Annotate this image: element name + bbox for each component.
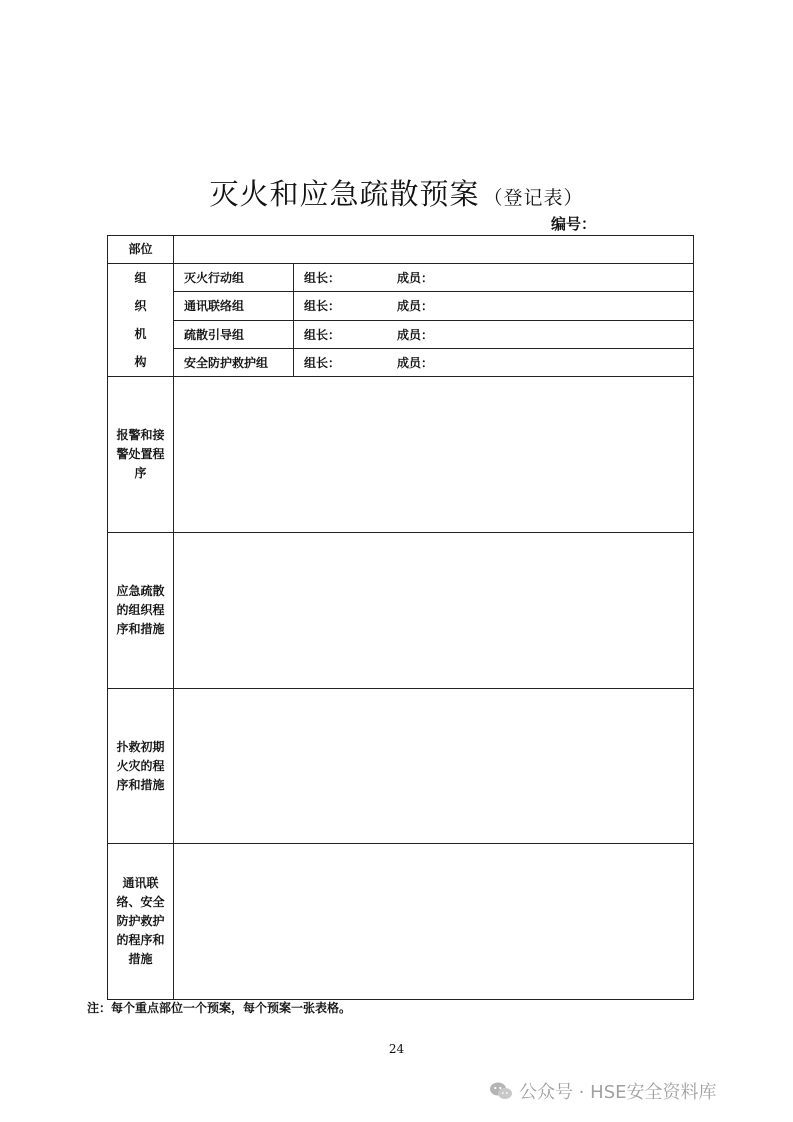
form-title (0, 172, 793, 213)
section-label: 通讯联络、安全防护救护的程序和措施 (108, 844, 174, 1000)
page-number: 24 (388, 1042, 405, 1056)
leader-label: 组长： (304, 299, 341, 314)
org-label-char: 机 (134, 327, 147, 341)
leader-label: 组长： (304, 355, 341, 370)
section-content[interactable] (174, 533, 694, 689)
group-row (108, 264, 694, 292)
form-title-main: 灭火和应急疏散预案 (209, 177, 480, 211)
group-roles[interactable] (294, 292, 694, 320)
org-label-char: 构 (134, 355, 147, 369)
watermark (489, 1078, 717, 1106)
group-roles[interactable] (294, 264, 694, 292)
footnote: 注：每个重点部位一个预案，每个预案一张表格。 (87, 1001, 352, 1015)
dept-label: 部位 (108, 236, 174, 264)
wechat-icon (489, 1081, 513, 1106)
watermark-text: 公众号 · HSE安全资料库 (519, 1082, 717, 1103)
section-row (108, 844, 694, 1000)
group-roles[interactable] (294, 320, 694, 348)
section-label: 扑救初期火灾的程序和措施 (108, 689, 174, 844)
org-label (108, 264, 174, 377)
dept-row (108, 236, 694, 264)
members-label: 成员： (397, 327, 434, 342)
group-row (108, 348, 694, 376)
org-label-char: 组 (134, 271, 147, 285)
doc-number-label: 编号： (551, 215, 597, 233)
section-row (108, 533, 694, 689)
group-name: 疏散引导组 (174, 320, 294, 348)
leader-label: 组长： (304, 271, 341, 286)
group-name: 灭火行动组 (174, 264, 294, 292)
members-label: 成员： (397, 299, 434, 314)
section-content[interactable] (174, 689, 694, 844)
group-name: 安全防护救护组 (174, 348, 294, 376)
form-title-suffix: （登记表） (483, 187, 584, 209)
section-label: 应急疏散的组织程序和措施 (108, 533, 174, 689)
dept-value[interactable] (174, 236, 694, 264)
leader-label: 组长： (304, 327, 341, 342)
members-label: 成员： (397, 271, 434, 286)
group-row (108, 292, 694, 320)
group-name: 通讯联络组 (174, 292, 294, 320)
section-row (108, 689, 694, 844)
registration-table (107, 235, 694, 1000)
org-label-char: 织 (134, 299, 147, 313)
group-roles[interactable] (294, 348, 694, 376)
group-row (108, 320, 694, 348)
members-label: 成员： (397, 355, 434, 370)
section-row (108, 377, 694, 533)
section-content[interactable] (174, 844, 694, 1000)
section-label: 报警和接警处置程序 (108, 377, 174, 533)
section-content[interactable] (174, 377, 694, 533)
